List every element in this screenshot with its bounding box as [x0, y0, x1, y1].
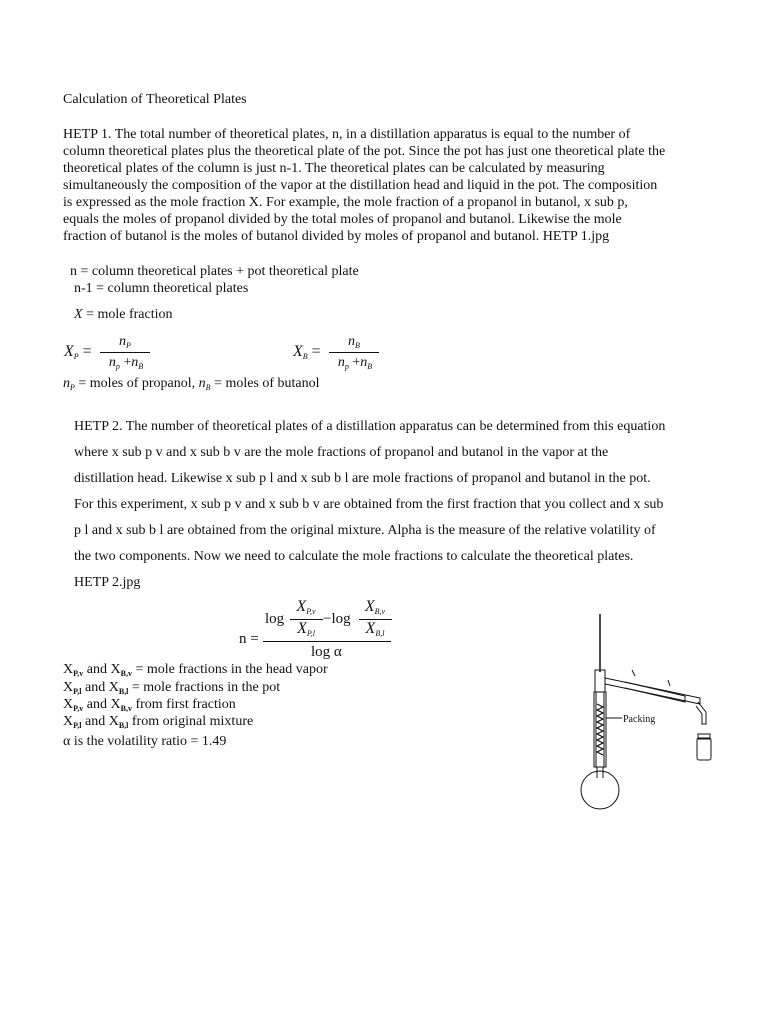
xb-numerator: $n_B$: [348, 334, 360, 350]
distillation-head: [595, 670, 605, 692]
hetp1-line: simultaneously the composition of the vapor at the distillation head and liquid in the pot. The composition: [63, 178, 658, 193]
xpl-denominator: $X_{P,l}$: [297, 620, 315, 638]
equation-n-minus-1: n-1 = column theoretical plates: [74, 281, 249, 296]
x-definition: = mole fraction: [82, 307, 173, 322]
packing-label: Packing: [623, 714, 656, 725]
formula-n-lhs: n =: [239, 631, 259, 647]
hetp2-line: the two components. Now we need to calculate the mole fractions to calculate the theoretical plates.: [74, 549, 634, 564]
hetp1-line: equals the moles of propanol divided by the total moles of propanol and butanol. Likewise the mole: [63, 212, 622, 227]
xp-numerator: $n_P$: [119, 334, 131, 350]
xp-denominator: $n_p +n_B$: [108, 355, 144, 371]
moles-definitions: $n_P$ = moles of propanol, $n_B$ = moles of butanol: [63, 376, 320, 392]
xb-lhs: $X_B$ =: [293, 343, 321, 361]
distillation-apparatus-diagram: [570, 612, 730, 812]
legend-line: $X_{P,v}$ and $X_{B,v}$ = mole fractions in the head vapor: [63, 662, 328, 678]
mole-fraction-definition: [74, 307, 172, 323]
hetp1-line: is expressed as the mole fraction X. For example, the mole fraction of a propanol in butanol, x sub p,: [63, 195, 628, 210]
xb-denominator: $n_p +n_B$: [337, 355, 373, 371]
formula-minus-log: −log: [323, 611, 351, 627]
xp-fraction-bar: [100, 352, 150, 353]
packing: [597, 704, 603, 755]
receiver-vial: [697, 738, 711, 760]
x-symbol: X: [74, 307, 83, 322]
hetp1-line: column theoretical plates plus the theoretical plate of the pot. Since the pot has just one theoretical plate the: [63, 144, 666, 159]
xbl-denominator: $X_{B,l}$: [365, 620, 385, 638]
xp-lhs: $X_P$ =: [64, 343, 92, 361]
hetp2-line: p l and x sub b l are obtained from the original mixture. Alpha is the measure of the relative volatility of: [74, 523, 656, 538]
hetp2-line: HETP 2. The number of theoretical plates of a distillation apparatus can be determined from this equation: [74, 419, 666, 434]
hetp1-line: theoretical plates of the column is just n-1. The theoretical plates can be calculated by measuring: [63, 161, 605, 176]
hetp2-line: For this experiment, x sub p v and x sub b v are obtained from the first fraction that you collect and x sub: [74, 497, 664, 512]
xpv-numerator: $X_{P,v}$: [296, 598, 316, 616]
drip-tube: [696, 702, 706, 724]
legend-line: $X_{P,v}$ and $X_{B,v}$ from first fraction: [63, 697, 236, 713]
xb-fraction-bar: [329, 352, 379, 353]
main-fraction-bar: [263, 641, 391, 642]
condenser: [605, 678, 700, 704]
page-title: Calculation of Theoretical Plates: [63, 92, 247, 107]
hetp2-line: where x sub p v and x sub b v are the mole fractions of propanol and butanol in the vapor at the: [74, 445, 609, 460]
xbv-numerator: $X_{B,v}$: [364, 598, 386, 616]
equation-n-total: n = column theoretical plates + pot theoretical plate: [70, 264, 359, 279]
hetp2-line: distillation head. Likewise x sub p l and x sub b l are mole fractions of propanol and butanol in the pot.: [74, 471, 651, 486]
formula-denominator: log α: [311, 644, 342, 660]
legend-line: $X_{P,l}$ and $X_{B,l}$ = mole fractions in the pot: [63, 680, 281, 696]
formula-log-left: log: [265, 611, 285, 627]
hetp1-line: fraction of butanol is the moles of butanol divided by moles of propanol and butanol. HETP 1.jpg: [63, 229, 610, 244]
round-bottom-flask: [581, 771, 619, 809]
hetp1-line: HETP 1. The total number of theoretical plates, n, in a distillation apparatus is equal to the number of: [63, 127, 631, 142]
hetp2-line: HETP 2.jpg: [74, 575, 141, 590]
alpha-line: α is the volatility ratio = 1.49: [63, 734, 227, 749]
legend-line: $X_{P,l}$ and $X_{B,l}$ from original mixture: [63, 714, 254, 730]
